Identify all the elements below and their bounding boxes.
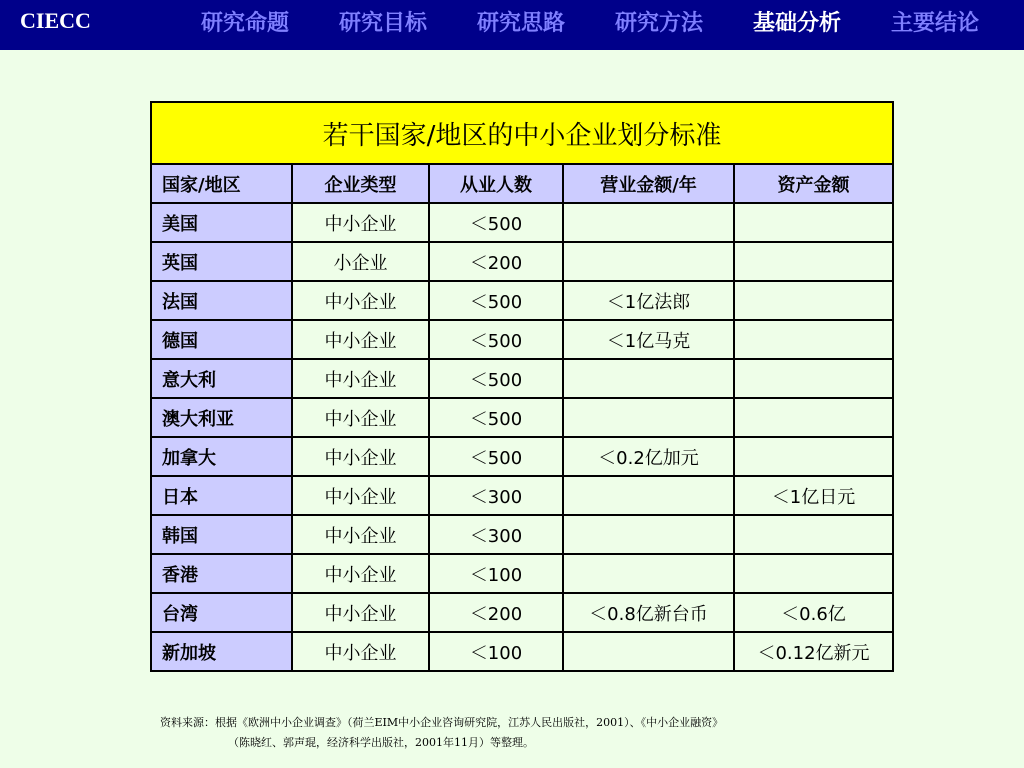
- table-cell: 中小企业: [292, 554, 429, 593]
- table-cell: ＜500: [429, 281, 563, 320]
- table-row: [151, 359, 893, 398]
- table-cell: 小企业: [292, 242, 429, 281]
- source-line: 资料来源：根据《欧洲中小企业调查》（荷兰EIM中小企业咨询研究院，江苏人民出版社，2001）、《中小企业融资》: [160, 716, 724, 729]
- table-row: [151, 398, 893, 437]
- table-cell: ＜500: [429, 437, 563, 476]
- table-cell: [563, 359, 734, 398]
- table-cell: [734, 437, 893, 476]
- nav-item-research-method[interactable]: 研究方法: [614, 11, 703, 36]
- table-cell: ＜500: [429, 398, 563, 437]
- table-cell: ＜1亿日元: [734, 476, 893, 515]
- sme-standards-table: [150, 101, 894, 672]
- table-cell: [563, 242, 734, 281]
- country-cell: 韩国: [151, 515, 292, 554]
- top-bar: [0, 0, 1024, 50]
- nav-item-research-approach[interactable]: 研究思路: [476, 11, 565, 36]
- country-cell: 意大利: [151, 359, 292, 398]
- table-cell: [734, 359, 893, 398]
- table-cell: [563, 476, 734, 515]
- table-cell: [734, 203, 893, 242]
- table-row: [151, 242, 893, 281]
- nav-item-research-topic[interactable]: 研究命题: [200, 11, 289, 36]
- country-cell: 美国: [151, 203, 292, 242]
- country-cell: 英国: [151, 242, 292, 281]
- brand-logo: CIECC: [20, 8, 91, 33]
- table-row: [151, 593, 893, 632]
- column-header: 国家/地区: [151, 164, 292, 203]
- table-cell: 中小企业: [292, 320, 429, 359]
- table-cell: ＜0.2亿加元: [563, 437, 734, 476]
- table-cell: ＜100: [429, 554, 563, 593]
- table-cell: 中小企业: [292, 515, 429, 554]
- table-header-row: [151, 164, 893, 203]
- column-header: 企业类型: [292, 164, 429, 203]
- table-cell: 中小企业: [292, 359, 429, 398]
- table-cell: ＜0.6亿: [734, 593, 893, 632]
- table-cell: ＜500: [429, 203, 563, 242]
- table-row: [151, 437, 893, 476]
- table-cell: [734, 398, 893, 437]
- table-cell: 中小企业: [292, 632, 429, 671]
- nav-item-research-goal[interactable]: 研究目标: [338, 11, 427, 36]
- table-cell: ＜1亿法郎: [563, 281, 734, 320]
- table-cell: ＜200: [429, 242, 563, 281]
- table-cell: 中小企业: [292, 398, 429, 437]
- nav-menu: [176, 6, 1004, 36]
- table-cell: ＜500: [429, 359, 563, 398]
- country-cell: 加拿大: [151, 437, 292, 476]
- table-row: [151, 554, 893, 593]
- table-cell: ＜0.8亿新台币: [563, 593, 734, 632]
- source-line: （陈晓红、郭声琨，经济科学出版社，2001年11月）等整理。: [228, 736, 534, 749]
- country-cell: 澳大利亚: [151, 398, 292, 437]
- column-header: 资产金额: [734, 164, 893, 203]
- table-cell: [734, 515, 893, 554]
- table-row: [151, 281, 893, 320]
- country-cell: 日本: [151, 476, 292, 515]
- column-header: 营业金额/年: [563, 164, 734, 203]
- table-cell: [563, 632, 734, 671]
- table-cell: [563, 398, 734, 437]
- table-cell: ＜1亿马克: [563, 320, 734, 359]
- table-cell: ＜100: [429, 632, 563, 671]
- table-cell: ＜300: [429, 515, 563, 554]
- country-cell: 新加坡: [151, 632, 292, 671]
- table-cell: [734, 242, 893, 281]
- column-header: 从业人数: [429, 164, 563, 203]
- nav-item-basic-analysis[interactable]: 基础分析: [752, 11, 841, 36]
- country-cell: 香港: [151, 554, 292, 593]
- table-row: [151, 476, 893, 515]
- country-cell: 德国: [151, 320, 292, 359]
- table-cell: 中小企业: [292, 203, 429, 242]
- table-cell: [734, 554, 893, 593]
- table-title: 若干国家/地区的中小企业划分标准: [151, 102, 893, 164]
- country-cell: 台湾: [151, 593, 292, 632]
- table-cell: [563, 203, 734, 242]
- table-row: [151, 320, 893, 359]
- table-cell: 中小企业: [292, 281, 429, 320]
- table-cell: ＜0.12亿新元: [734, 632, 893, 671]
- table-cell: [563, 515, 734, 554]
- table-row: [151, 632, 893, 671]
- table-cell: ＜200: [429, 593, 563, 632]
- table-cell: ＜500: [429, 320, 563, 359]
- table-cell: [734, 281, 893, 320]
- table-cell: [734, 320, 893, 359]
- table-cell: ＜300: [429, 476, 563, 515]
- source-note: [160, 713, 1010, 753]
- table-row: [151, 515, 893, 554]
- table-cell: [563, 554, 734, 593]
- table-cell: 中小企业: [292, 476, 429, 515]
- table-row: [151, 203, 893, 242]
- table-cell: 中小企业: [292, 437, 429, 476]
- country-cell: 法国: [151, 281, 292, 320]
- table-cell: 中小企业: [292, 593, 429, 632]
- nav-item-main-conclusion[interactable]: 主要结论: [890, 11, 979, 36]
